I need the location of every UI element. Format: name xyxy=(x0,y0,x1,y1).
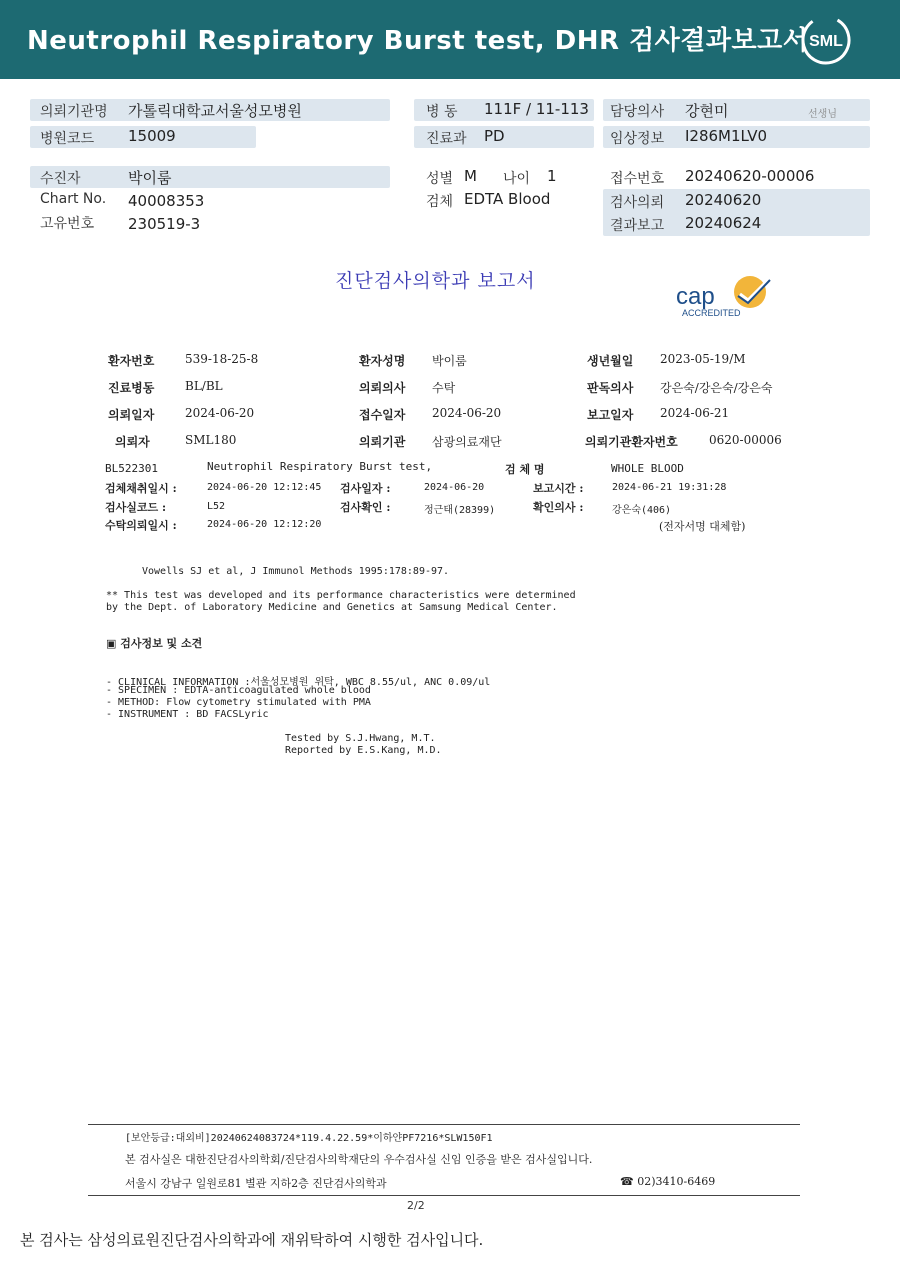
request-label: 검사의뢰 xyxy=(610,195,665,211)
svg-text:SML: SML xyxy=(809,33,843,50)
footer-bottom-rule xyxy=(88,1195,800,1196)
patient-name-label: 환자성명 xyxy=(359,354,406,368)
clinical-label: 임상정보 xyxy=(610,131,665,147)
svg-text:ACCREDITED: ACCREDITED xyxy=(682,308,741,318)
lab-code-label: 검사실코드 : xyxy=(105,501,167,514)
test-name: Neutrophil Respiratory Burst test, xyxy=(207,460,433,473)
patient-value: 박이룸 xyxy=(128,169,172,187)
report-title: 진단검사의학과 보고서 xyxy=(335,270,536,292)
patient-no-value: 539-18-25-8 xyxy=(185,352,259,366)
report-time-value: 2024-06-21 19:31:28 xyxy=(612,482,727,493)
consign-value: 2024-06-20 12:12:20 xyxy=(207,519,322,530)
test-date-value: 2024-06-20 xyxy=(424,482,485,493)
specimen-name-value: WHOLE BLOOD xyxy=(611,462,684,475)
confirm-doctor-value: 강은숙(406) xyxy=(612,505,672,516)
birth-label: 생년월일 xyxy=(587,354,634,368)
cap-accredited-logo xyxy=(672,272,776,320)
result-value: 20240624 xyxy=(685,214,762,232)
reference: Vowells SJ et al, J Immunol Methods 1995:178:89-97. xyxy=(142,566,450,577)
sex-value: M xyxy=(464,167,477,185)
patient-row xyxy=(30,166,390,188)
consign-label: 수탁의뢰일시 : xyxy=(105,519,177,532)
esign-note: (전자서명 대체함) xyxy=(659,520,746,533)
req-inst-value: 삼광의료재단 xyxy=(432,435,502,449)
test-code: BL522301 xyxy=(105,462,158,475)
uid-value: 230519-3 xyxy=(128,215,201,233)
tested-by: Tested by S.J.Hwang, M.T. xyxy=(285,733,436,744)
patient-name-value: 박이룸 xyxy=(432,354,467,368)
svg-text:cap: cap xyxy=(676,283,715,310)
clinical-value: I286M1LV0 xyxy=(685,127,768,145)
receipt-label: 접수번호 xyxy=(610,171,665,187)
reader-label: 판독의사 xyxy=(587,381,634,395)
reader-value: 강은숙/강은숙/강은숙 xyxy=(660,381,773,395)
requester-value: SML180 xyxy=(185,433,237,447)
ward-value: 111F / 11-113 xyxy=(484,100,589,118)
rec-date-label: 접수일자 xyxy=(359,408,406,422)
ward-r-label: 진료병동 xyxy=(108,381,155,395)
result-label: 결과보고 xyxy=(610,218,665,234)
dept-value: PD xyxy=(484,127,505,145)
rec-date-value: 2024-06-20 xyxy=(432,406,502,420)
request-value: 20240620 xyxy=(685,191,762,209)
confirm-doctor-label: 확인의사 : xyxy=(533,501,584,514)
age-label: 나이 xyxy=(503,171,531,187)
requester-label: 의뢰자 xyxy=(115,435,150,449)
collect-value: 2024-06-20 12:12:45 xyxy=(207,482,322,493)
uid-label: 고유번호 xyxy=(40,216,95,232)
footer-top-rule xyxy=(88,1124,800,1125)
hospital-code-value: 15009 xyxy=(128,127,176,145)
doctor-value: 강현미 xyxy=(685,102,729,120)
sex-label: 성별 xyxy=(426,171,454,187)
rep-date-label: 보고일자 xyxy=(587,408,634,422)
address-line: 서울시 강남구 일원로81 별관 지하2층 진단검사의학과 xyxy=(125,1177,387,1190)
inst-patient-no-label: 의뢰기관환자번호 xyxy=(585,435,678,449)
doctor-suffix: 선생님 xyxy=(808,109,837,120)
bottom-note: 본 검사는 삼성의료원진단검사의학과에 재위탁하여 시행한 검사입니다. xyxy=(20,1231,484,1249)
dept-label: 진료과 xyxy=(426,131,467,147)
ward-label: 병 동 xyxy=(426,104,458,120)
lab-code-value: L52 xyxy=(207,501,226,512)
info-instrument: - INSTRUMENT : BD FACSLyric xyxy=(106,709,269,720)
phone-line: ☎ 02)3410-6469 xyxy=(620,1175,716,1188)
patient-label: 수진자 xyxy=(40,171,81,187)
info-specimen: - SPECIMEN : EDTA-anticoagulated whole blood xyxy=(106,685,371,696)
note-line-1: ** This test was developed and its performance characteristics were determined xyxy=(106,590,576,601)
info-method: - METHOD: Flow cytometry stimulated with PMA xyxy=(106,697,371,708)
specimen-label: 검체 xyxy=(426,194,454,210)
req-date-label: 의뢰일자 xyxy=(108,408,155,422)
reported-by: Reported by E.S.Kang, M.D. xyxy=(285,745,442,756)
doctor-label: 담당의사 xyxy=(610,104,665,120)
section-title: ▣ 검사정보 및 소견 xyxy=(106,637,203,650)
chart-value: 40008353 xyxy=(128,192,205,210)
page-title: Neutrophil Respiratory Burst test, DHR 검사결과보고서 xyxy=(27,26,809,56)
specimen-name-label: 검 체 명 xyxy=(505,463,545,476)
specimen-value: EDTA Blood xyxy=(464,190,551,208)
inst-patient-no-value: 0620-00006 xyxy=(709,433,782,447)
age-value: 1 xyxy=(547,167,557,185)
info-clinical: - CLINICAL INFORMATION :서울성모병원 위탁, WBC 8.55/ul, ANC 0.09/ul xyxy=(106,677,491,688)
report-time-label: 보고시간 : xyxy=(533,482,584,495)
hospital-code-label: 병원코드 xyxy=(40,131,95,147)
birth-value: 2023-05-19/M xyxy=(660,352,746,366)
req-doctor-value: 수탁 xyxy=(432,381,456,395)
patient-no-label: 환자번호 xyxy=(108,354,155,368)
test-date-label: 검사일자 : xyxy=(340,482,391,495)
security-line: [보안등급:대외비]20240624083724*119.4.22.59*이하얀PF7216*SLW150F1 xyxy=(125,1133,493,1144)
page-number: 2/2 xyxy=(407,1199,425,1212)
verify-value: 정근태(28399) xyxy=(424,505,496,516)
verify-label: 검사확인 : xyxy=(340,501,391,514)
req-date-value: 2024-06-20 xyxy=(185,406,255,420)
chart-label: Chart No. xyxy=(40,191,107,207)
note-line-2: by the Dept. of Laboratory Medicine and Genetics at Samsung Medical Center. xyxy=(106,602,558,613)
req-inst-label: 의뢰기관 xyxy=(359,435,406,449)
receipt-value: 20240620-00006 xyxy=(685,167,815,185)
institution-value: 가톨릭대학교서울성모병원 xyxy=(128,102,302,120)
req-doctor-label: 의뢰의사 xyxy=(359,381,406,395)
ward-r-value: BL/BL xyxy=(185,379,223,393)
collect-label: 검체채취일시 : xyxy=(105,482,177,495)
sml-logo xyxy=(800,14,852,66)
institution-label: 의뢰기관명 xyxy=(40,104,108,120)
certification-line: 본 검사실은 대한진단검사의학회/진단검사의학재단의 우수검사실 신임 인증을 받은 검사실입니다. xyxy=(125,1153,593,1166)
rep-date-value: 2024-06-21 xyxy=(660,406,730,420)
